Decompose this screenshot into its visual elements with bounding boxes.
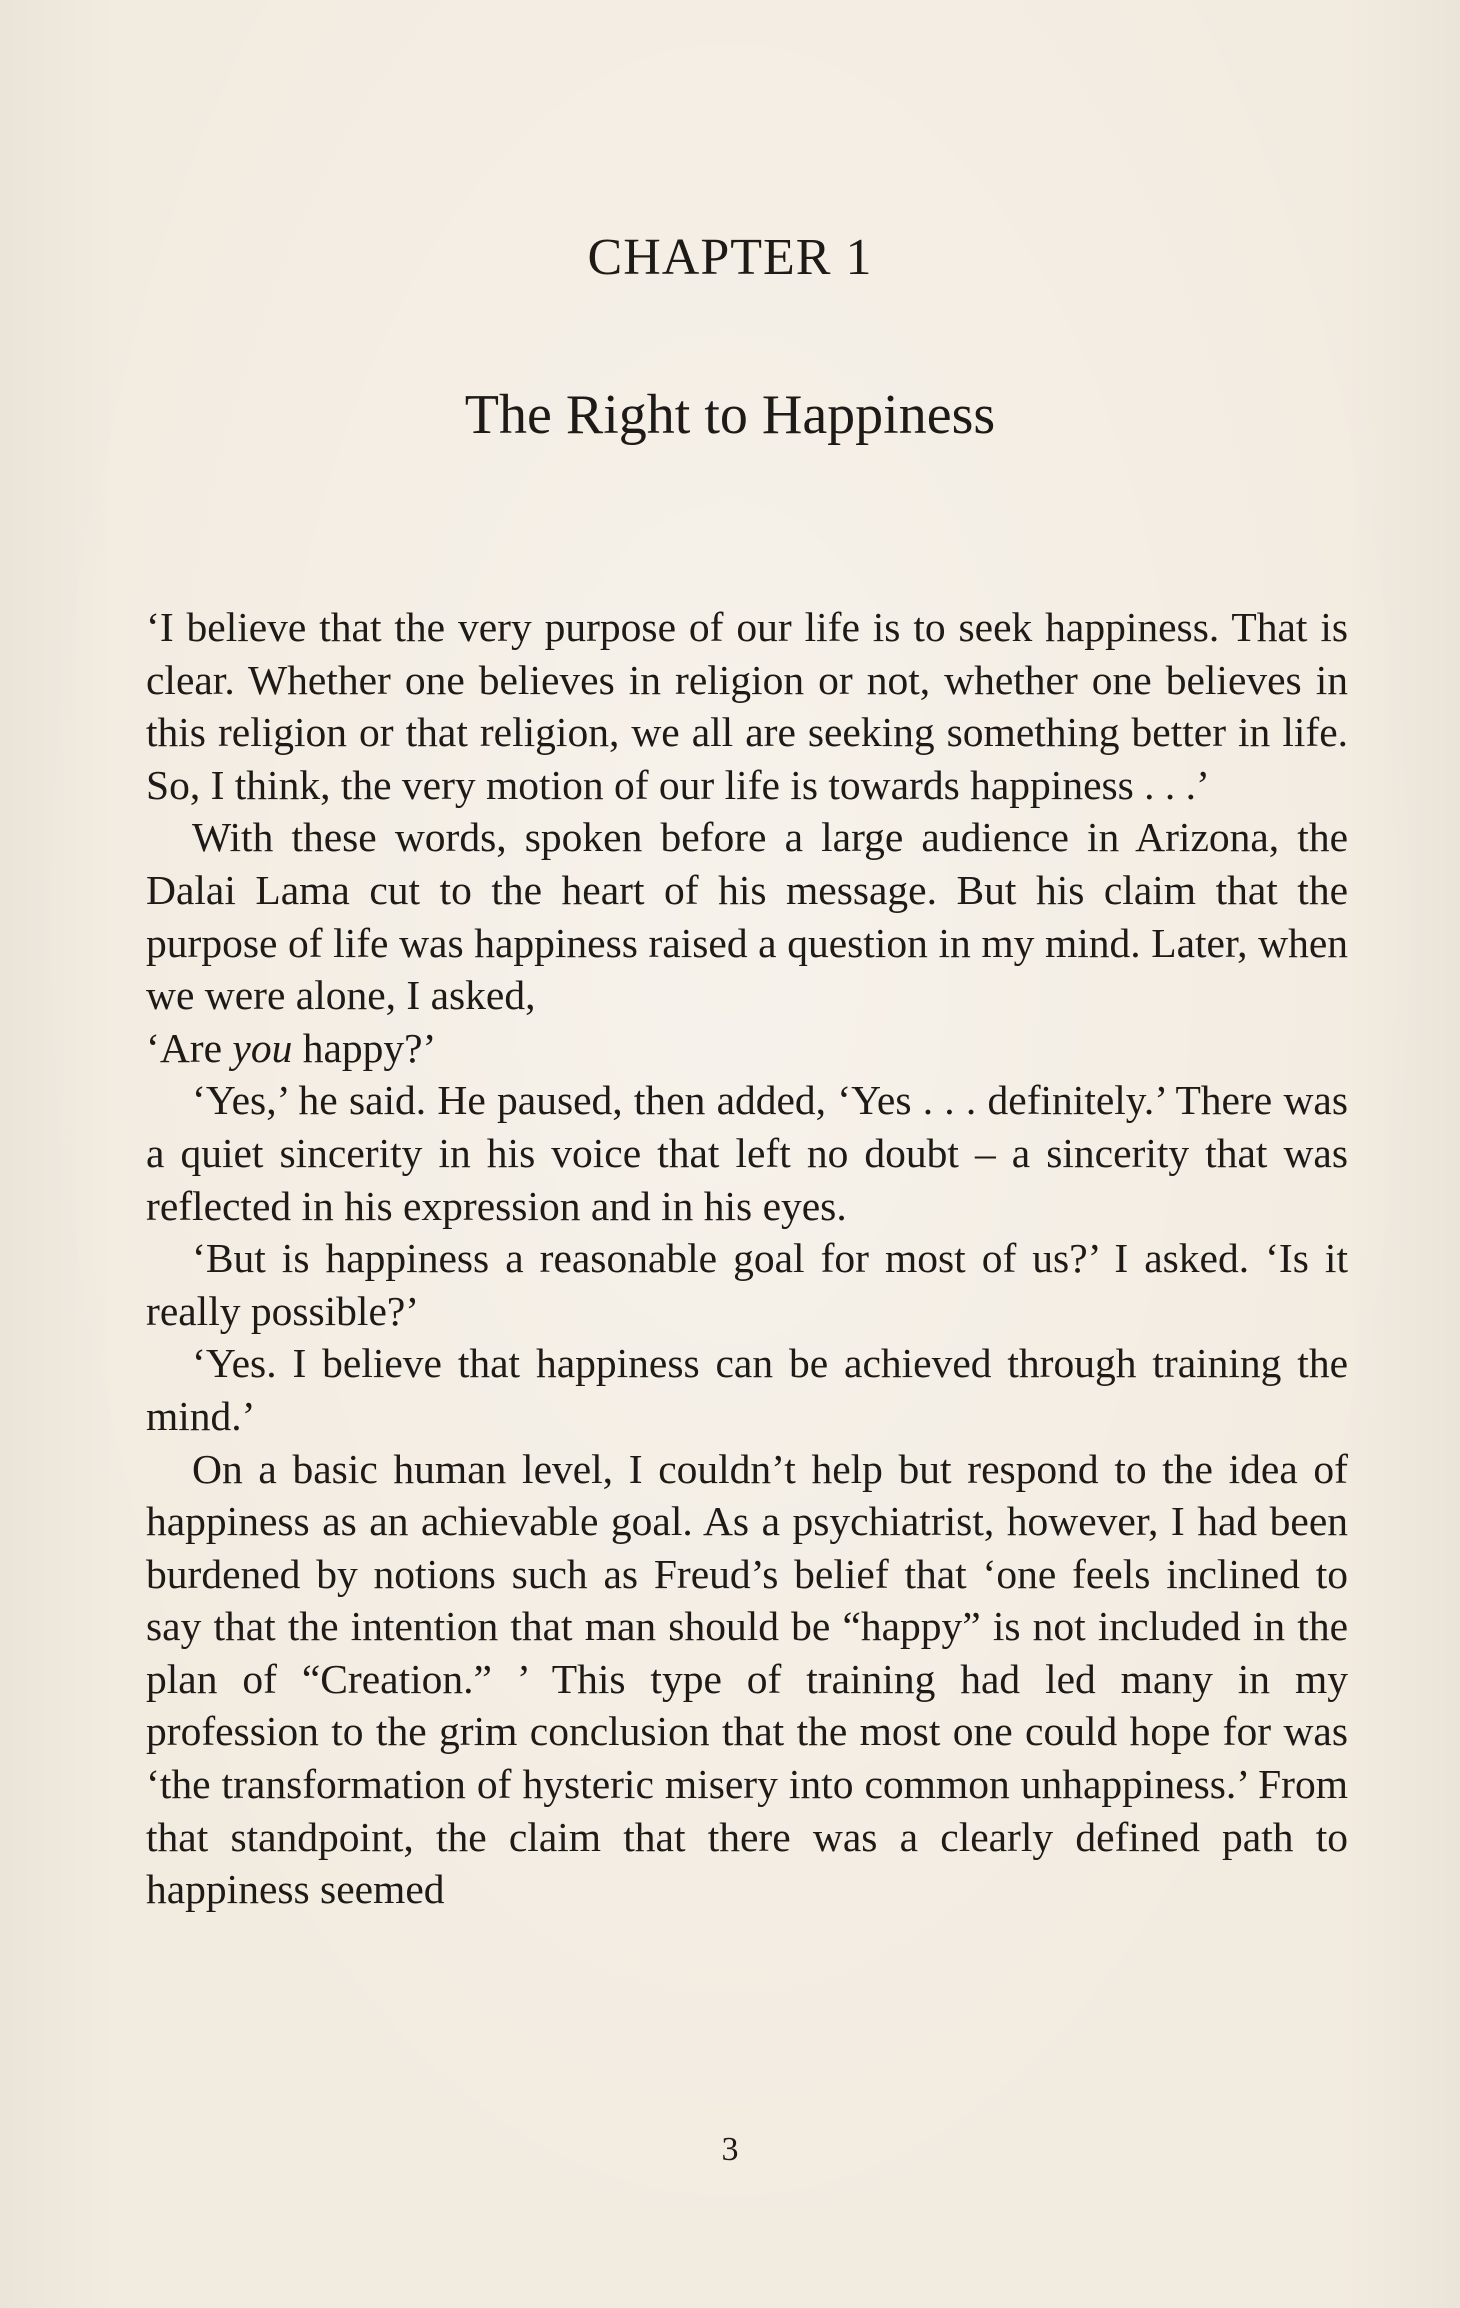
chapter-number: CHAPTER 1 — [587, 229, 873, 286]
body-text — [146, 601, 1348, 1916]
paragraph-2-question-end: happy?’ — [292, 1024, 437, 1071]
page-number: 3 — [721, 2131, 739, 2168]
paragraph-2-text: With these words, spoken before a large audience in Arizona, the Dalai Lama cut to the heart of his message. But his claim that the purpose of life was happiness raised a question in my mind. Later, when we were alone, I asked, — [146, 814, 1348, 1019]
paragraph-2 — [146, 811, 1348, 1074]
paragraph-5: ‘Yes. I believe that happiness can be achieved through training the mind.’ — [146, 1340, 1348, 1439]
chapter-title: The Right to Happiness — [464, 384, 996, 446]
paragraph-2-question-start: ‘Are — [146, 1024, 233, 1071]
paragraph-4: ‘But is happiness a reasonable goal for most of us?’ I asked. ‘Is it really possible?’ — [146, 1235, 1348, 1334]
paragraph-1: ‘I believe that the very purpose of our life is to seek happiness. That is clear. Whether one believes in religion or not, whether one believes in this religion or that religion, we all are seeking something better in life. So, I think, the very motion of our life is towards happiness . . .’ — [146, 604, 1348, 808]
paragraph-6: On a basic human level, I couldn’t help but respond to the idea of happiness as an achievable goal. As a psychiatrist, however, I had been burdened by notions such as Freud’s belief that ‘one feels inclined to say that the intention that man should be “happy” is not included in the plan of “Creation.” ’ This type of training had led many in my profession to the grim conclusion that the most one could hope for was ‘the transformation of hysteric misery into common unhappiness.’ From that standpoint, the claim that there was a clearly defined path to happiness seemed — [146, 1445, 1348, 1913]
paragraph-2-question-emphasis: you — [232, 1024, 293, 1071]
paragraph-3: ‘Yes,’ he said. He paused, then added, ‘Yes . . . definitely.’ There was a quiet sincerity in his voice that left no doubt – a sincerity that was reflected in his expression and in his eyes. — [146, 1077, 1348, 1229]
